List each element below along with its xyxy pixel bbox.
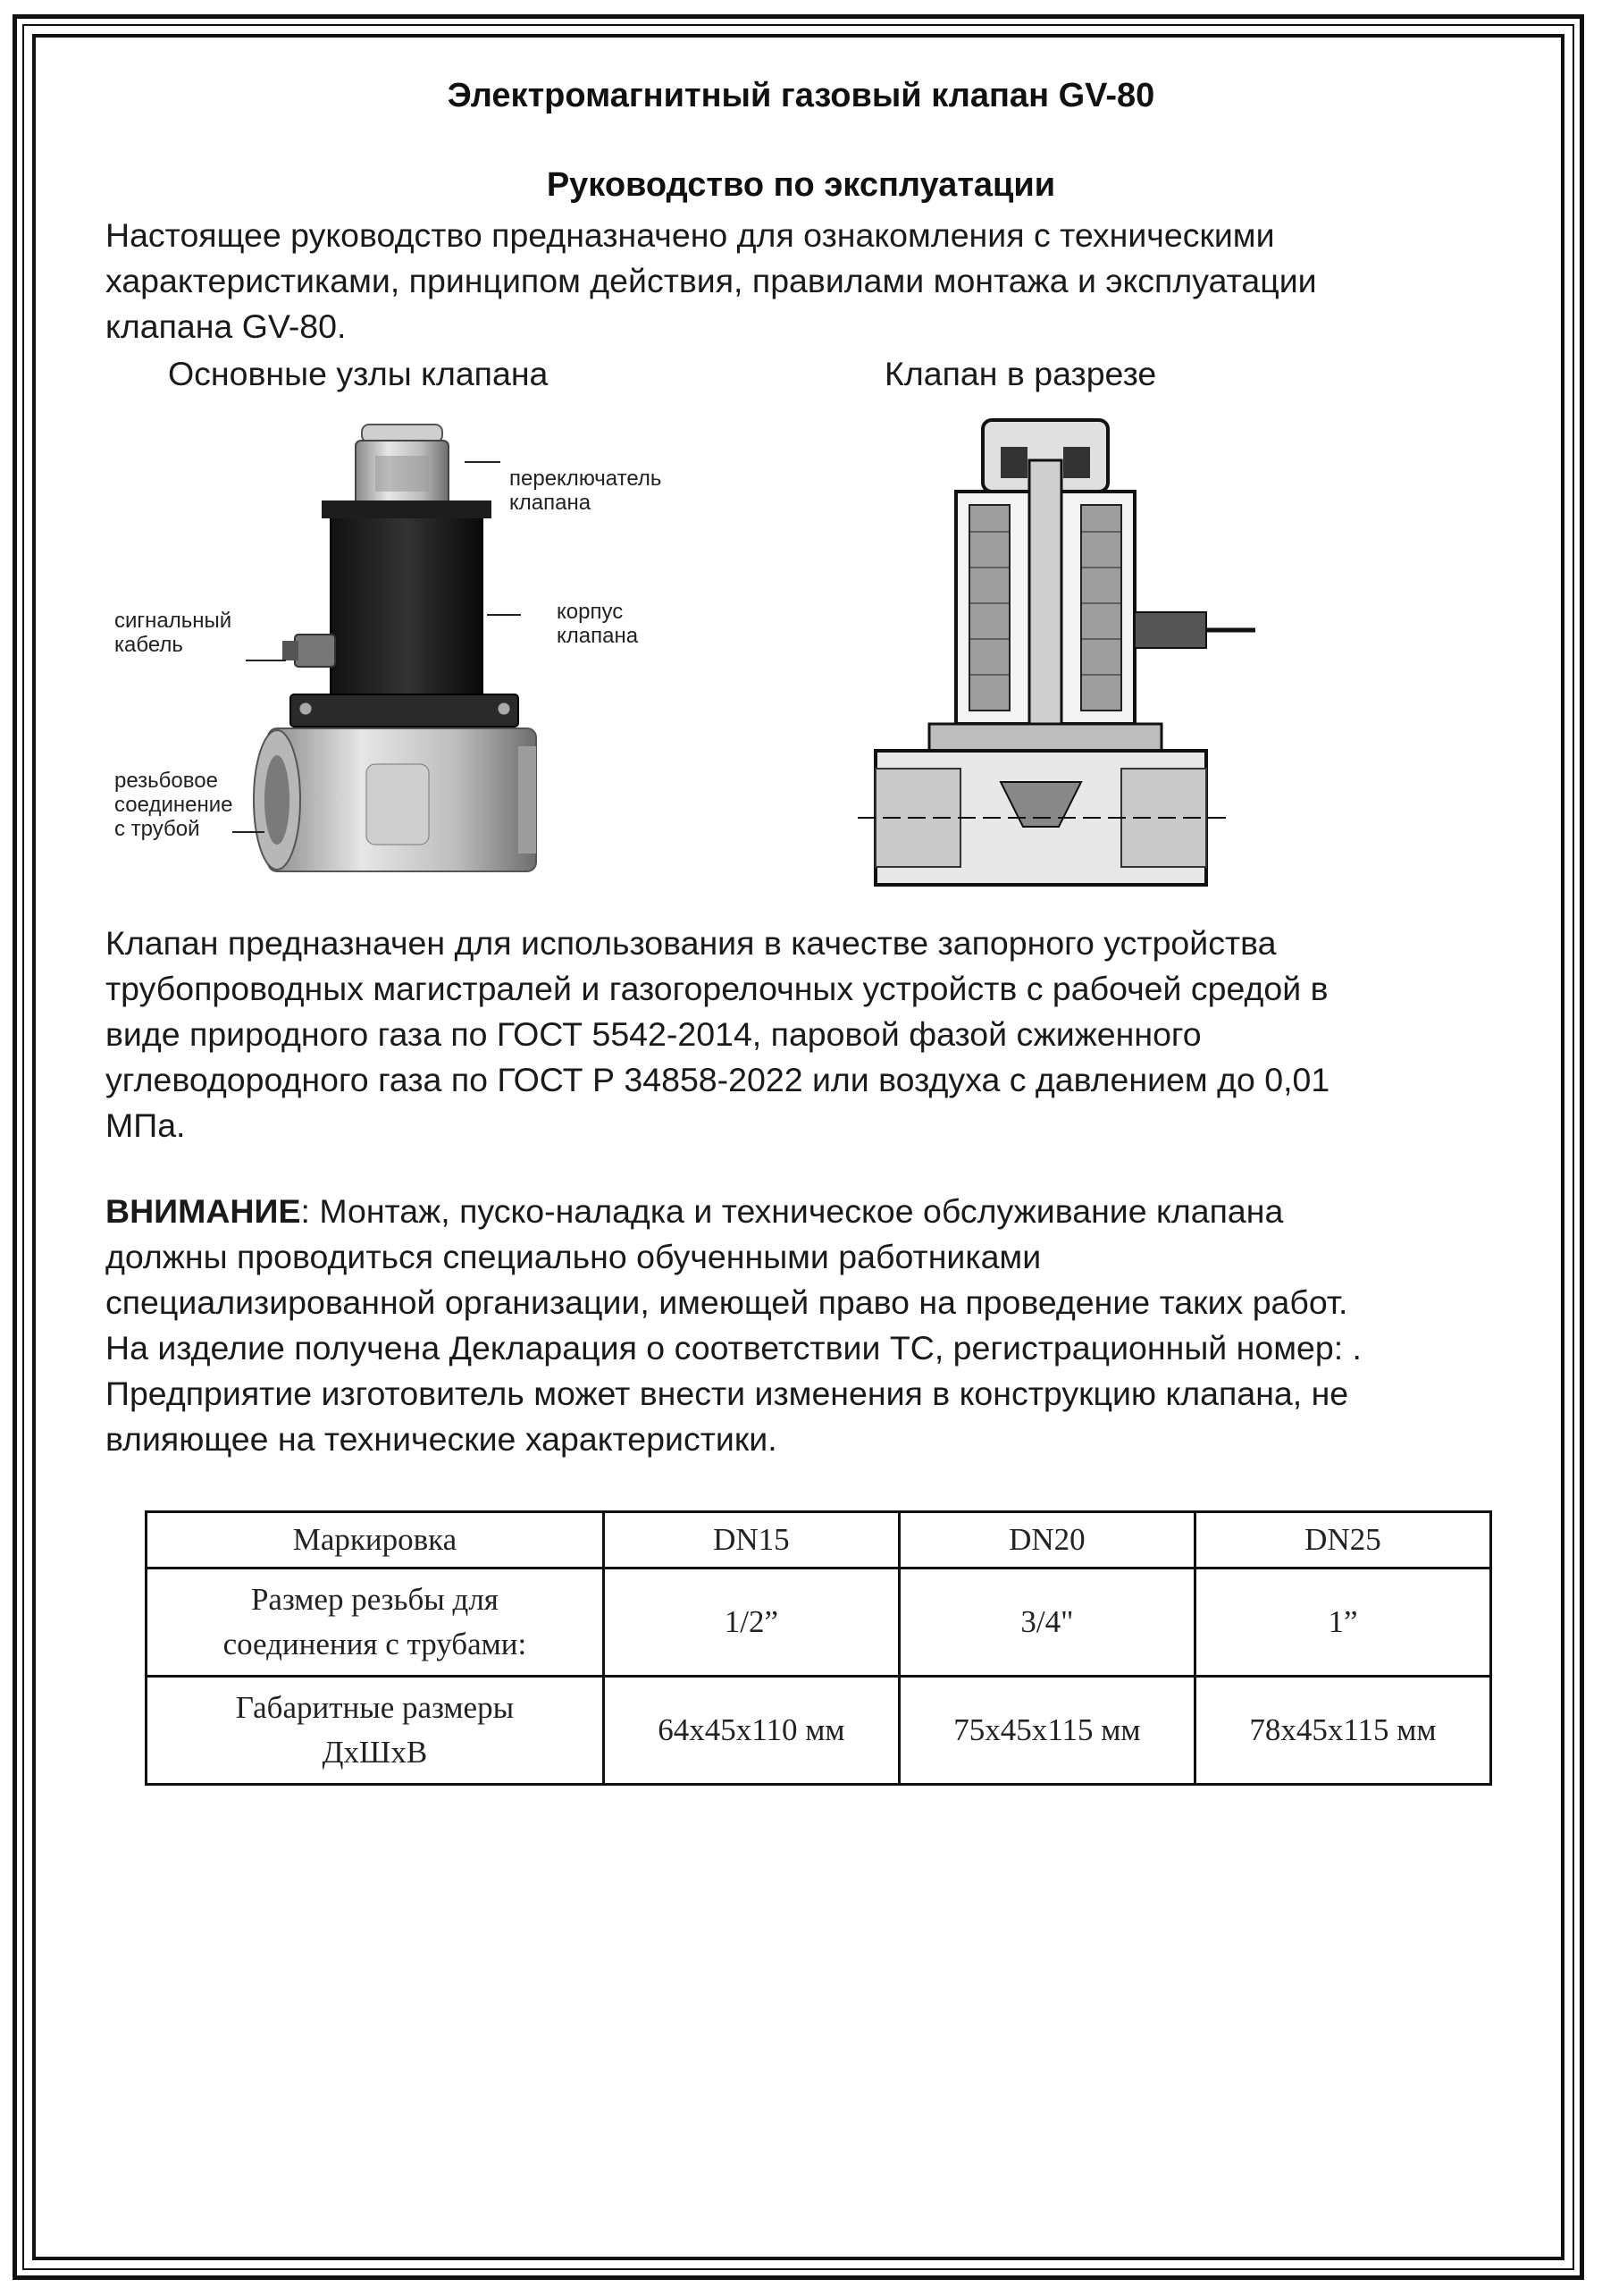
warning-line: должны проводиться специально обученными работниками (105, 1238, 1042, 1275)
table-header-cell: DN20 (899, 1512, 1195, 1569)
purpose-line: трубопроводных магистралей и газогорелочных устройств с рабочей средой в (105, 970, 1329, 1007)
warning-line: влияющее на технические характеристики. (105, 1420, 777, 1458)
warning-line: специализированной организации, имеющей право на проведение таких работ. (105, 1283, 1348, 1321)
callout-line: резьбовое (114, 769, 218, 793)
table-header-row (147, 1512, 1491, 1569)
table-cell: 1” (1195, 1569, 1490, 1677)
table-header-cell: Маркировка (147, 1512, 604, 1569)
callout-body (557, 600, 638, 648)
table-header-cell: DN25 (1195, 1512, 1490, 1569)
callout-line: сигнальный (114, 609, 232, 633)
table-cell: 78х45х115 мм (1195, 1677, 1490, 1785)
callout-line: клапана (509, 491, 591, 515)
table-cell: 3/4" (899, 1569, 1195, 1677)
warning-label: ВНИМАНИЕ (105, 1192, 301, 1230)
purpose-line: виде природного газа по ГОСТ 5542-2014, паровой фазой сжиженного (105, 1015, 1202, 1053)
purpose-line: МПа. (105, 1106, 186, 1144)
warning-line: Предприятие изготовитель может внести изменения в конструкцию клапана, не (105, 1375, 1349, 1412)
purpose-line: углеводородного газа по ГОСТ Р 34858-2022 или воздуха с давлением до 0,01 (105, 1061, 1330, 1098)
intro-line: Настоящее руководство предназначено для ознакомления с техническими (105, 216, 1275, 254)
table-cell: 64х45х110 мм (603, 1677, 899, 1785)
table-cell: 75х45х115 мм (899, 1677, 1195, 1785)
purpose-paragraph (105, 921, 1499, 1148)
figure-caption-main-parts: Основные узлы клапана (168, 355, 549, 392)
specification-table (145, 1510, 1492, 1786)
purpose-line: Клапан предназначен для использования в качестве запорного устройства (105, 924, 1277, 962)
callout-line: клапана (557, 624, 639, 648)
valve-cross-section-figure (858, 407, 1304, 916)
warning-line: : Монтаж, пуско-наладка и техническое обслуживание клапана (300, 1192, 1284, 1230)
warning-line: На изделие получена Декларация о соответствии ТС, регистрационный номер: . (105, 1329, 1362, 1367)
label-line: Размер резьбы для (250, 1582, 499, 1617)
callout-line: соединение (114, 793, 233, 817)
label-line: соединения с трубами: (222, 1627, 527, 1661)
valve-main-parts-figure (107, 407, 688, 916)
table-row-label (147, 1569, 604, 1677)
document-title: Электромагнитный газовый клапан GV-80 (447, 77, 1155, 114)
callout-thread (114, 769, 232, 841)
callout-line: корпус (557, 600, 624, 624)
document-subtitle: Руководство по эксплуатации (546, 166, 1056, 204)
intro-line: характеристиками, принципом действия, правилами монтажа и эксплуатации (105, 262, 1317, 299)
warning-paragraph (105, 1189, 1499, 1462)
label-line: Габаритные размеры (235, 1690, 515, 1725)
callout-line: переключатель (509, 467, 662, 491)
callout-line: с трубой (114, 817, 200, 841)
table-cell: 1/2” (603, 1569, 899, 1677)
figure-caption-cross-section: Клапан в разрезе (885, 355, 1157, 392)
callout-line: кабель (114, 633, 183, 657)
table-row-thread-size (147, 1569, 1491, 1677)
label-line: ДхШхВ (322, 1735, 428, 1770)
valve-cross-section-illustration (858, 407, 1304, 916)
table-header-cell: DN15 (603, 1512, 899, 1569)
callout-signal-cable (114, 609, 231, 657)
intro-line: клапана GV-80. (105, 307, 347, 345)
callout-switch (509, 467, 661, 515)
table-row-dimensions (147, 1677, 1491, 1785)
table-row-label (147, 1677, 604, 1785)
intro-paragraph (105, 213, 1499, 349)
